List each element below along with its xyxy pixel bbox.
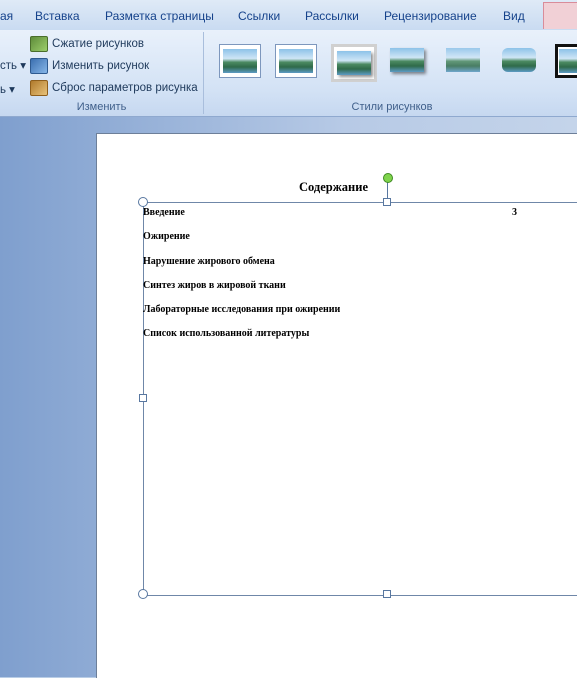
resize-handle-left[interactable] <box>139 394 147 402</box>
style-preview-image <box>559 49 577 73</box>
picture-style-7[interactable] <box>555 44 577 78</box>
picture-style-4[interactable] <box>387 44 427 76</box>
ribbon-tab-bar <box>0 0 577 31</box>
reset-picture-button[interactable] <box>30 80 198 96</box>
picture-style-5[interactable] <box>443 44 483 76</box>
change-picture-icon <box>30 58 48 74</box>
compress-pictures-button[interactable] <box>30 36 144 52</box>
toc-item: Введение <box>143 207 185 218</box>
toc-item: Ожирение <box>143 231 190 242</box>
tab-mailings[interactable]: Рассылки <box>305 9 359 23</box>
style-preview-image <box>446 48 480 72</box>
style-preview-image <box>337 51 371 75</box>
adjust-group <box>0 32 204 114</box>
style-preview-image <box>223 49 257 73</box>
resize-handle-bottom-left[interactable] <box>138 589 148 599</box>
tab-references[interactable]: Ссылки <box>238 9 281 23</box>
toc-item: Синтез жиров в жировой ткани <box>143 280 286 291</box>
picture-style-1[interactable] <box>219 44 261 78</box>
picture-style-3[interactable] <box>331 44 377 82</box>
compress-pictures-label: Сжатие рисунков <box>52 38 145 50</box>
toc-item: Список использованной литературы <box>143 328 310 339</box>
rotation-handle[interactable] <box>383 173 393 183</box>
compress-icon <box>30 36 48 52</box>
contrast-button-partial[interactable]: ь ▾ <box>0 84 15 96</box>
brightness-button-partial[interactable]: сть ▾ <box>0 60 26 72</box>
toc-item: Нарушение жирового обмена <box>143 256 275 267</box>
tab-review[interactable]: Рецензирование <box>384 9 477 23</box>
toc-title: Содержание <box>299 180 369 194</box>
toc-item: Лабораторные исследования при ожирении <box>143 304 341 315</box>
resize-handle-top-left[interactable] <box>138 197 148 207</box>
tab-view[interactable]: Вид <box>503 9 525 23</box>
tab-page-layout[interactable]: Разметка страницы <box>105 9 214 23</box>
change-picture-button[interactable] <box>30 58 149 74</box>
style-preview-image <box>502 48 536 72</box>
picture-styles-group-label: Стили рисунков <box>351 101 433 113</box>
reset-picture-label: Сброс параметров рисунка <box>52 82 198 94</box>
adjust-group-label: Изменить <box>76 101 127 113</box>
tab-insert[interactable]: Вставка <box>35 9 80 23</box>
ribbon <box>0 30 577 117</box>
tab-format-contextual[interactable] <box>543 2 577 29</box>
toc-page-number: 3 <box>512 207 517 218</box>
resize-handle-bottom[interactable] <box>383 590 391 598</box>
change-picture-label: Изменить рисунок <box>52 60 150 72</box>
style-preview-image <box>279 49 313 73</box>
resize-handle-top[interactable] <box>383 198 391 206</box>
style-preview-image <box>390 48 424 72</box>
picture-styles-group <box>207 32 577 114</box>
tab-home-partial[interactable]: ая <box>0 9 14 23</box>
picture-style-6[interactable] <box>499 44 539 76</box>
picture-style-2[interactable] <box>275 44 317 78</box>
reset-picture-icon <box>30 80 48 96</box>
